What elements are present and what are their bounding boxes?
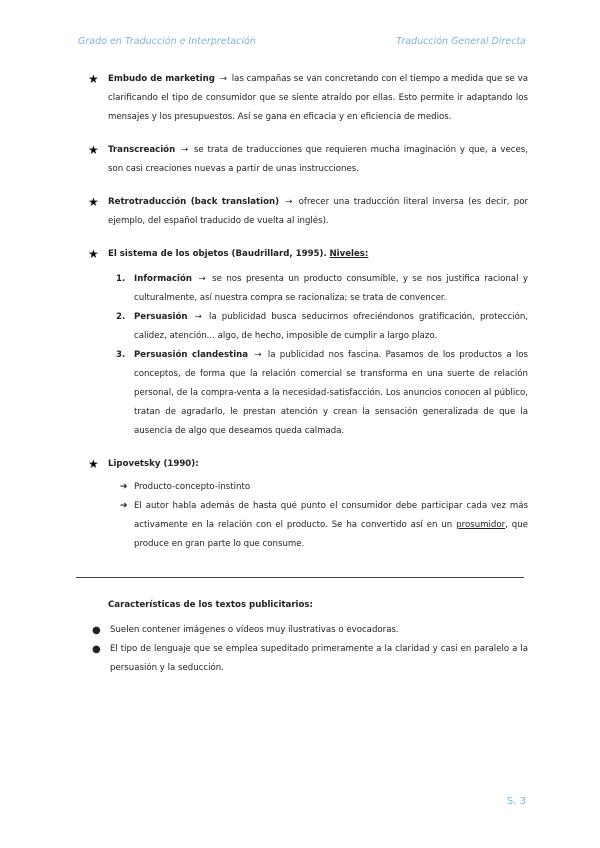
star-bullet-icon: ★ [88,72,99,86]
arrow-right-icon: → [219,74,227,84]
term-definition: se trata de traducciones que requieren mucha imaginación y que, a veces, son casi creaciones nuevas a partir de unas instrucciones. [108,145,529,174]
term-retrotraduccion [88,193,528,231]
arrow-right-icon: → [254,350,262,360]
niveles-label: Niveles: [329,249,369,259]
page-header [0,36,600,52]
list-item [108,478,528,497]
level-definition: la publicidad nos fascina. Pasamos de los productos a los conceptos, de forma que la relación comercial se transforma en una suerte de relación personal, de la compra-venta a la necesidad-satisfacción. Los anuncios conocen al público, tratan de agradarlo, le prestan atención y crean la sensación generalizada de que la ausencia de algo que deseamos queda calmada. [134,350,529,436]
point-text: El autor habla además de hasta qué punto el consumidor debe participar cada vez más activamente en la relación con el producto. Se ha convertido así en un [134,501,528,530]
caracteristicas-list [92,621,528,678]
notes-body [88,70,528,568]
term-definition: las campañas se van concretando con el tiempo a medida que se va clarificando el tipo de consumidor que se siente atraído por ellas. Esto permite ir adaptando los mensajes y los presupuestos. Así se gana en eficacia y en eficiencia de medios. [108,74,529,122]
level-definition: la publicidad busca seducirnos ofreciéndonos gratificación, protección, calidez, atención... algo, de hecho, imposible de cumplir a largo plazo. [134,312,529,341]
arrow-right-icon: → [198,274,206,284]
term-label: Embudo de marketing [108,74,215,84]
level-term: Persuasión [134,312,188,322]
term-embudo [88,70,528,127]
lipovetsky-title: Lipovetsky (1990): [108,459,199,469]
arrow-right-icon: → [285,197,293,207]
star-bullet-icon: ★ [88,457,99,471]
level-definition: se nos presenta un producto consumible, y se nos justifica racional y culturalmente, así nuestra compra se racionaliza; se trata de convencer. [134,274,528,303]
list-item [108,308,528,346]
bullet-text: Suelen contener imágenes o vídeos muy ilustrativas o evocadoras. [110,625,399,635]
arrow-right-icon: → [194,312,202,322]
bullet-dot-icon: ● [92,625,101,636]
section-divider [76,577,524,578]
arrow-right-icon: → [180,145,189,155]
level-number: 2. [116,312,126,322]
level-term: Información [134,274,193,284]
page-number: S. 3 [506,796,526,807]
objetos-title: El sistema de los objetos (Baudrillard, 1995). [108,249,327,259]
list-item [108,346,528,441]
bullet-text: El tipo de lenguaje que se emplea supeditado primeramente a la claridad y casi en paralelo a la persuasión y la seducción. [110,644,528,673]
term-transcreacion [88,141,528,179]
star-bullet-icon: ★ [88,143,99,157]
niveles-list [108,270,528,441]
level-number: 1. [116,274,126,284]
list-item [108,270,528,308]
term-label: Transcreación [108,145,176,155]
list-item [92,621,528,640]
point-text-end: , que produce en gran parte lo que consume. [134,520,528,549]
bullet-dot-icon: ● [92,644,101,655]
header-degree: Grado en Traducción e Interpretación [78,36,256,47]
star-bullet-icon: ★ [88,195,99,209]
arrow-bullet-icon: ➔ [120,482,128,492]
prosumidor-term: prosumidor [456,520,506,530]
list-item [108,497,528,554]
lipovetsky-section [88,455,528,554]
list-item [92,640,528,678]
lipovetsky-list [108,478,528,554]
objetos-section [88,245,528,441]
star-bullet-icon: ★ [88,247,99,261]
caracteristicas-section [92,596,528,678]
level-term: Persuasión clandestina [134,350,249,360]
point-text: Producto-concepto-instinto [134,482,251,492]
term-label: Retrotraducción (back translation) [108,197,280,207]
header-subject: Traducción General Directa [396,36,526,47]
arrow-bullet-icon: ➔ [120,501,128,511]
level-number: 3. [116,350,126,360]
term-definition: ofrecer una traducción literal inversa (es decir, por ejemplo, del español traducido de vuelta al inglés). [108,197,528,226]
section-title: Características de los textos publicitarios: [108,600,313,610]
